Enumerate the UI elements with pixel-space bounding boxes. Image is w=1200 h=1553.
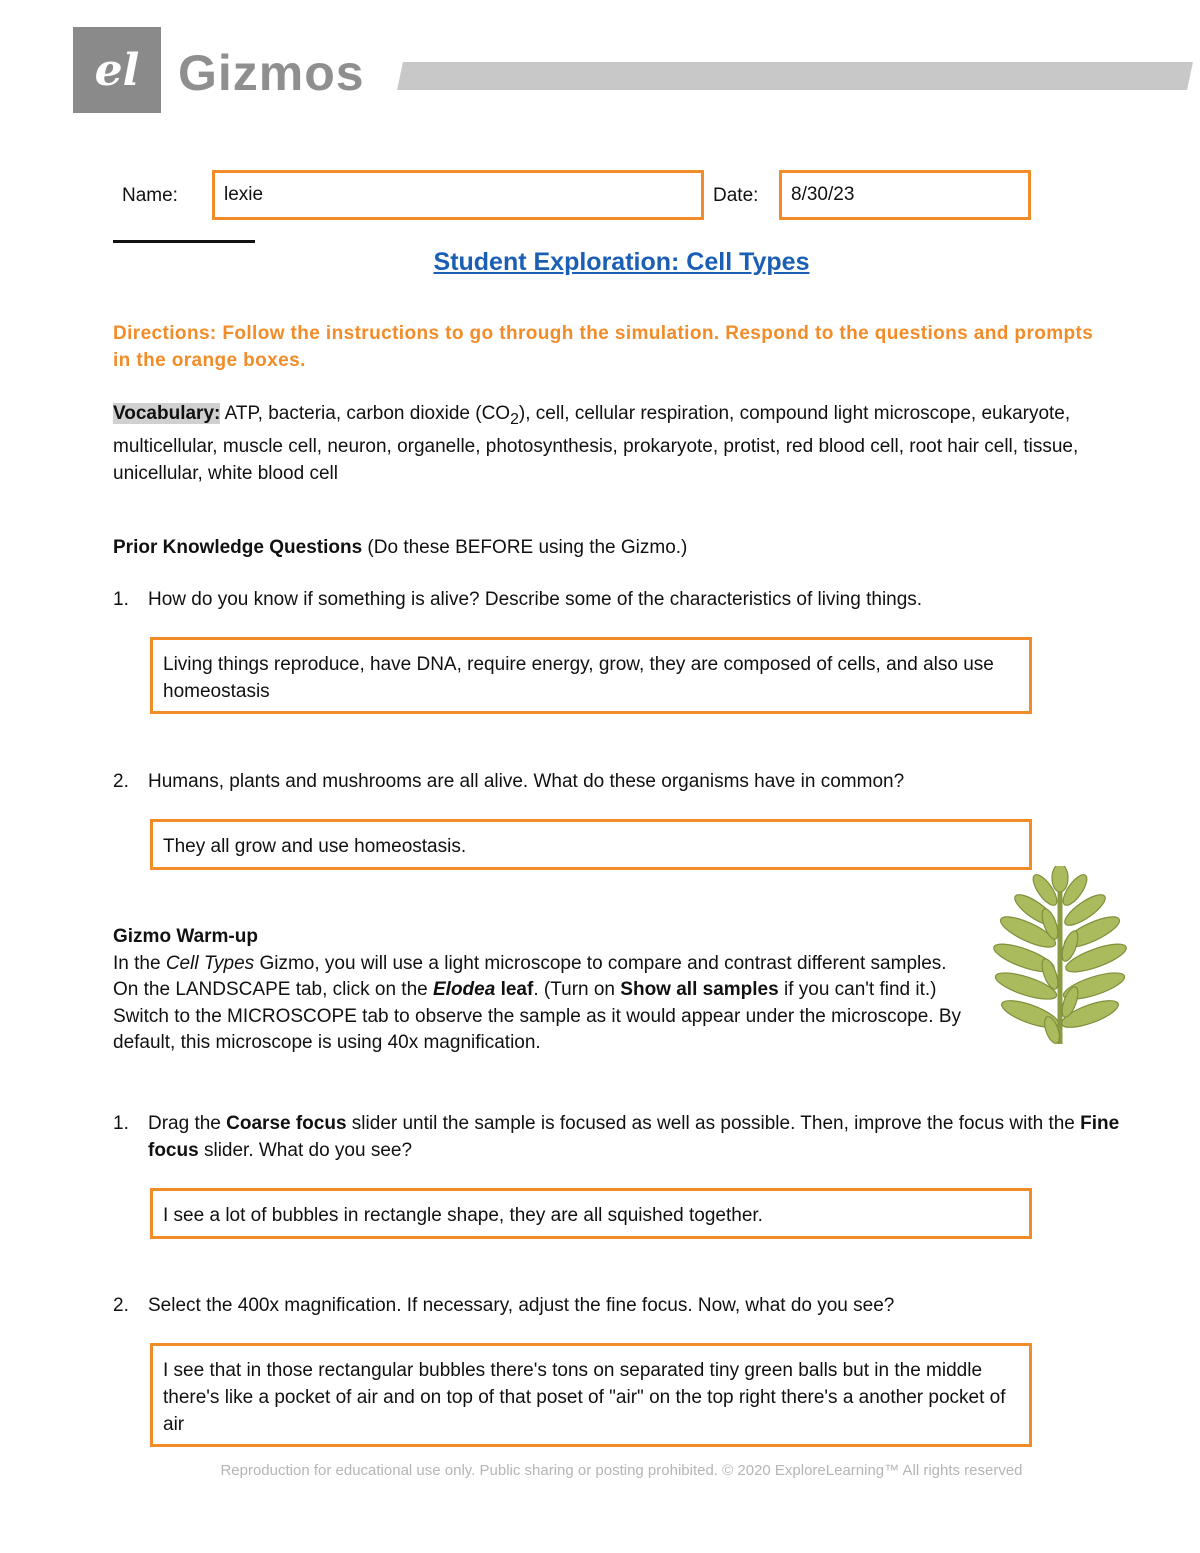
question-text: Drag the Coarse focus slider until the sample is focused as well as possible. Then, improve the focus with the Fine focus slider. What do you see? (148, 1113, 1120, 1161)
header-bar (397, 62, 1193, 90)
date-field[interactable]: 8/30/23 (779, 170, 1031, 220)
elodea-plant-illustration (990, 866, 1130, 1046)
footer-copyright: Reproduction for educational use only. Public sharing or posting prohibited. © 2020 ExploreLearning™ All rights reserved (220, 1462, 1023, 1479)
vocabulary-label: Vocabulary: (113, 403, 221, 424)
name-field[interactable]: lexie (212, 170, 704, 220)
question-text: How do you know if something is alive? Describe some of the characteristics of living things. (148, 589, 923, 610)
question-number: 1. (113, 1113, 129, 1134)
answer-box[interactable]: I see a lot of bubbles in rectangle shape, they are all squished together. (150, 1188, 1032, 1239)
explorelearning-logo: el (73, 27, 161, 113)
question-text: Select the 400x magnification. If necessary, adjust the fine focus. Now, what do you see? (148, 1295, 895, 1316)
answer-box[interactable]: They all grow and use homeostasis. (150, 819, 1032, 870)
answer-box[interactable]: Living things reproduce, have DNA, require energy, grow, they are composed of cells, and also use homeostasis (150, 637, 1032, 714)
gizmos-brand: Gizmos (178, 45, 365, 101)
directions-text: Directions: Follow the instructions to go through the simulation. Respond to the questions and prompts in the orange boxes. (113, 323, 1094, 371)
warmup-section: Gizmo Warm-up In the Cell Types Gizmo, you will use a light microscope to compare and contrast different samples. On the LANDSCAPE tab, click on the Elodea leaf. (Turn on Show all samples if you can't find it.) Switch to the MICROSCOPE tab to observe the sample as it would appear under the microscope. By default, this microscope is using 40x magnification. (113, 926, 962, 1053)
warmup-heading: Gizmo Warm-up (113, 926, 258, 947)
divider-rule (113, 240, 255, 243)
date-label: Date: (713, 185, 759, 206)
prior-knowledge-heading: Prior Knowledge Questions (Do these BEFORE using the Gizmo.) (113, 537, 688, 558)
answer-box[interactable]: I see that in those rectangular bubbles there's tons on separated tiny green balls but in the middle there's like a pocket of air and on top of that poset of "air" on the top right there's a another pocket of air (150, 1343, 1032, 1447)
question-number: 2. (113, 1295, 129, 1316)
question-text: Humans, plants and mushrooms are all alive. What do these organisms have in common? (148, 771, 905, 792)
question-number: 2. (113, 771, 129, 792)
name-label: Name: (122, 185, 178, 206)
question-number: 1. (113, 589, 129, 610)
vocabulary-paragraph: Vocabulary: ATP, bacteria, carbon dioxide $(CO_2)$, cell, cellular respiration, compound light microscope, eukaryote, multicellular, muscle cell, neuron, organelle, photosynthesis, prokaryote, protist, red blood cell, root hair cell, tissue, unicellular, white blood cell (113, 403, 1079, 484)
page-title: Student Exploration: Cell Types (433, 248, 810, 276)
